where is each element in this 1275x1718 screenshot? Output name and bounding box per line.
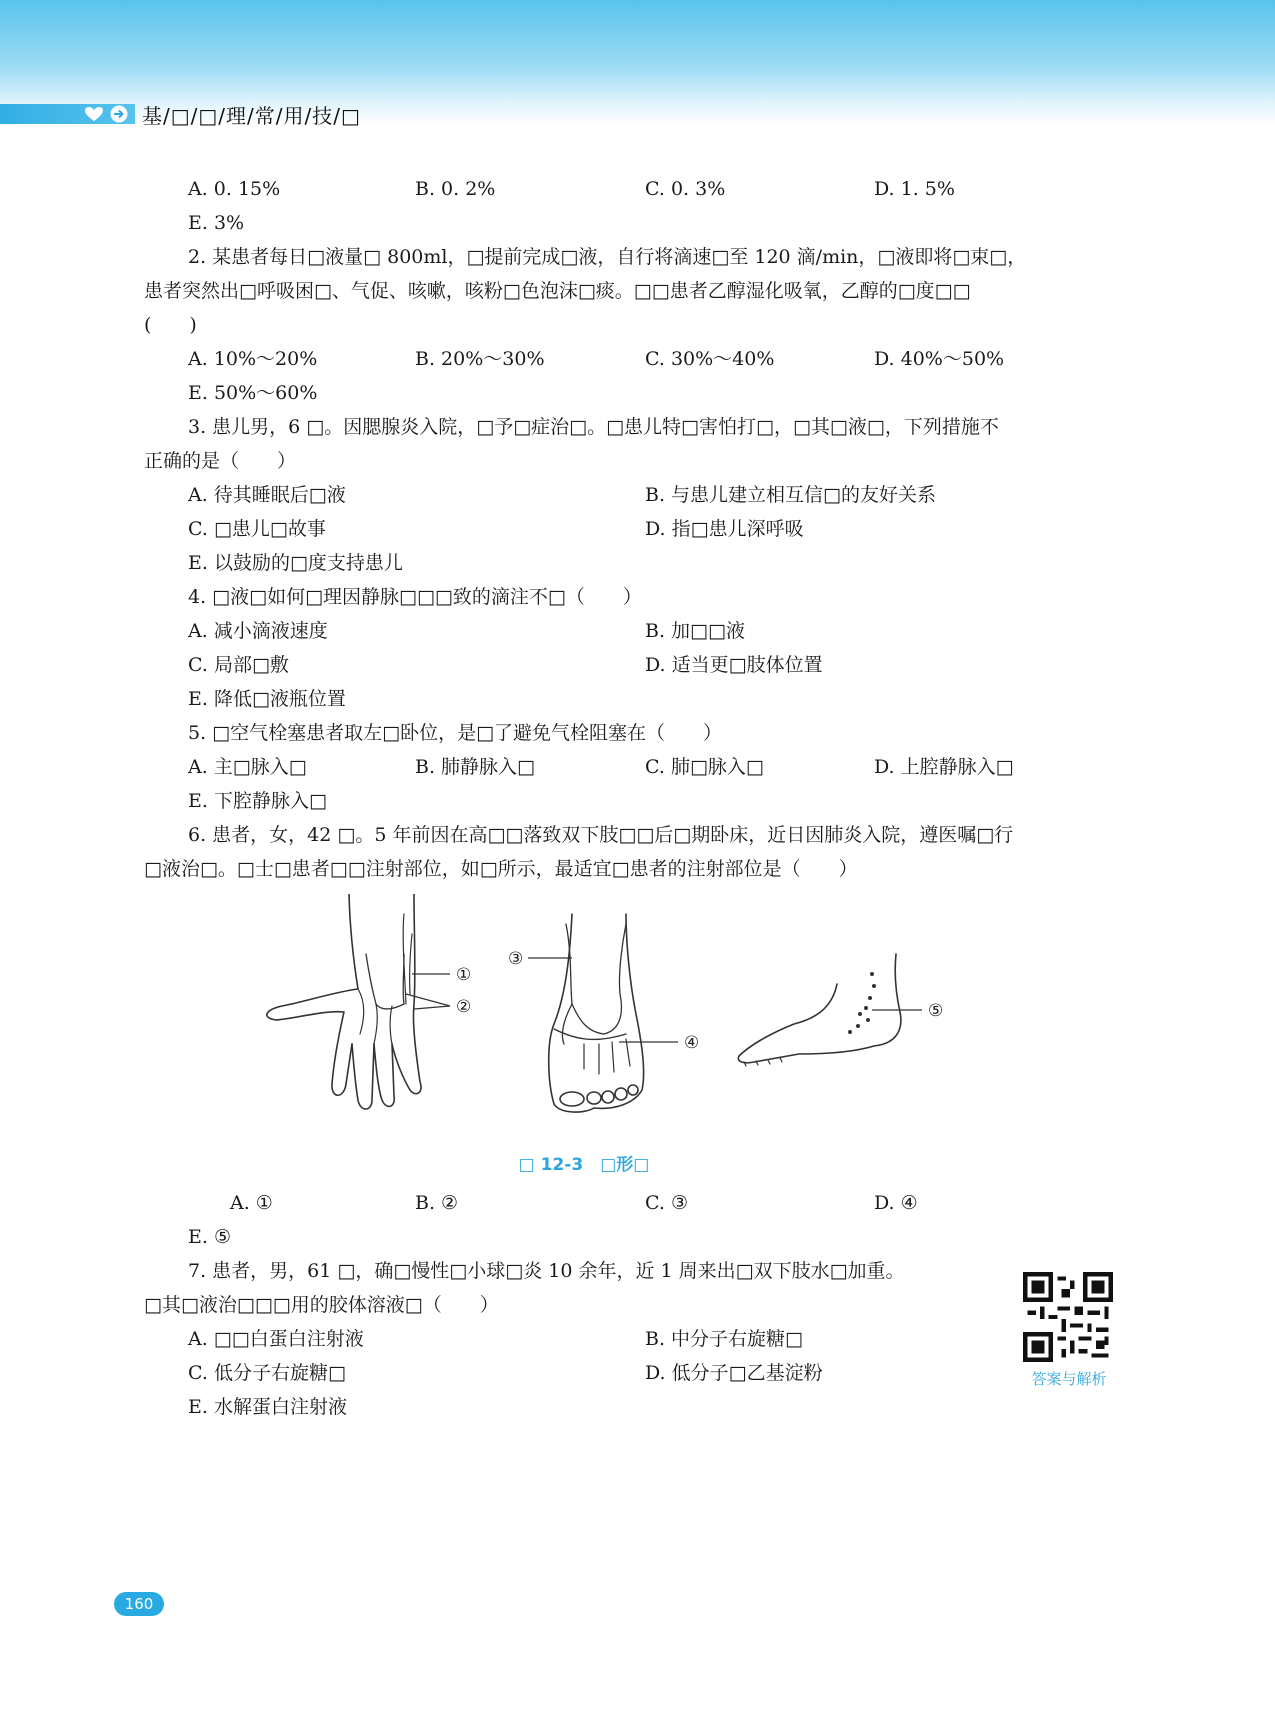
q5-option-e-row [144,784,1136,818]
q1-option-d[interactable]: D. 1. 5% [874,178,955,200]
q4-options-cd [144,648,1136,682]
q7-option-d[interactable]: D. 低分子□乙基淀粉 [645,1362,823,1384]
q2-option-a[interactable]: A. 10%～20% [188,348,318,370]
q2-option-b[interactable]: B. 20%～30% [415,348,545,370]
q7-option-e[interactable]: E. 水解蛋白注射液 [188,1396,347,1418]
callout-lines [406,958,922,1042]
q5-option-d[interactable]: D. 上腔静脉入□ [874,756,1014,778]
q2-options [144,342,1136,376]
q7-option-a[interactable]: A. □□白蛋白注射液 [188,1328,364,1350]
q3-option-a[interactable]: A. 待其睡眠后□液 [188,484,346,506]
marker-5: ⑤ [928,1001,944,1021]
q6-option-a[interactable]: A. ① [230,1192,273,1214]
answer-analysis-label[interactable]: 答案与解析 [1031,1370,1107,1388]
q2-option-e[interactable]: E. 50%～60% [188,382,318,404]
q4-option-c[interactable]: C. 局部□敷 [188,654,289,676]
q4-option-a[interactable]: A. 减小滴液速度 [188,620,328,642]
q3-option-c[interactable]: C. □患儿□故事 [188,518,326,540]
heart-icon [84,106,104,122]
q2-option-c[interactable]: C. 30%～40% [645,348,775,370]
q6-options [144,1186,1136,1220]
figure-caption: □ 12-3 □形□ [518,1155,650,1175]
q4-option-e[interactable]: E. 降低□液瓶位置 [188,688,346,710]
vein-diagram [254,894,1014,1144]
q4-options-ab [144,614,1136,648]
q7-options-cd [144,1356,1136,1390]
q6-option-b[interactable]: B. ② [415,1192,459,1214]
q7-options-ab [144,1322,1136,1356]
q5-option-c[interactable]: C. 肺□脉入□ [645,756,764,778]
page-number: 160 [114,1592,164,1616]
q7-stem-line-1: 7. 患者，男，61 □，确□慢性□小球□炎 10 余年，近 1 周来出□双下肢水□加重。 [188,1260,905,1282]
marker-2: ② [456,997,472,1017]
q2-stem-line-3: ( ) [144,314,197,336]
foot-dorsal-drawing [549,914,644,1112]
marker-3: ③ [508,949,524,969]
q6-option-c[interactable]: C. ③ [645,1192,688,1214]
q1-options [144,172,1136,206]
q2-option-e-row [144,376,1136,410]
marker-4: ④ [684,1033,700,1053]
q2-stem-line-2: 患者突然出□呼吸困□、气促、咳嗽，咳粉□色泡沫□痰。□□患者乙醇湿化吸氧，乙醇的□度□□ [144,280,971,302]
q3-option-e[interactable]: E. 以鼓励的□度支持患儿 [188,552,403,574]
q1-option-b[interactable]: B. 0. 2% [415,178,496,200]
q4-option-e-row [144,682,1136,716]
q7-option-e-row [144,1390,1136,1424]
q7-option-b[interactable]: B. 中分子右旋糖□ [645,1328,803,1350]
q3-option-b[interactable]: B. 与患儿建立相互信□的友好关系 [645,484,936,506]
q3-stem-line-2: 正确的是（ ） [144,450,297,472]
q5-option-a[interactable]: A. 主□脉入□ [188,756,307,778]
marker-1: ① [456,965,472,985]
q6-option-e-row [144,1220,1136,1254]
q6-stem-line-1: 6. 患者，女，42 □。5 年前因在高□□落致双下肢□□后□期卧床，近日因肺炎入院，遵医嘱□行 [188,824,1014,846]
q1-option-e-row [144,206,1136,240]
q5-option-e[interactable]: E. 下腔静脉入□ [188,790,327,812]
q2-stem-line-1: 2. 某患者每日□液量□ 800ml，□提前完成□液，自行将滴速□至 120 滴/min，□液即将□束□， [188,246,1027,268]
book-title: 基/□/□/理/常/用/技/□ [142,104,361,128]
q4-stem: 4. □液□如何□理因静脉□□□致的滴注不□（ ） [188,586,642,608]
q7-option-c[interactable]: C. 低分子右旋糖□ [188,1362,346,1384]
question-content [144,172,1136,1424]
q6-stem-line-2: □液治□。□士□患者□□注射部位，如□所示，最适宜□患者的注射部位是（ ） [144,858,858,880]
q3-option-e-row [144,546,1136,580]
q1-option-e[interactable]: E. 3% [188,212,245,234]
injection-site-figure [144,886,1136,1186]
hand-drawing [267,894,421,1109]
q2-option-d[interactable]: D. 40%～50% [874,348,1005,370]
q6-option-d[interactable]: D. ④ [874,1192,918,1214]
q3-stem-line-1: 3. 患儿男，6 □。因腮腺炎入院，□予□症治□。□患儿特□害怕打□，□其□液□，下列措施不 [188,416,999,438]
q4-option-b[interactable]: B. 加□□液 [645,620,745,642]
q3-option-d[interactable]: D. 指□患儿深呼吸 [645,518,804,540]
q1-option-c[interactable]: C. 0. 3% [645,178,726,200]
q3-options-cd [144,512,1136,546]
qr-code-icon[interactable] [1023,1272,1113,1362]
q5-option-b[interactable]: B. 肺静脉入□ [415,756,535,778]
q4-option-d[interactable]: D. 适当更□肢体位置 [645,654,823,676]
q1-option-a[interactable]: A. 0. 15% [188,178,281,200]
q5-options [144,750,1136,784]
q6-option-e[interactable]: E. ⑤ [188,1226,231,1248]
q5-stem: 5. □空气栓塞患者取左□卧位，是□了避免气栓阻塞在（ ） [188,722,723,744]
arrow-right-icon [110,105,128,123]
saphenous-vein-dots [848,972,876,1034]
q3-options-ab [144,478,1136,512]
q7-stem-line-2: □其□液治□□□用的胶体溶液□（ ） [144,1294,499,1316]
